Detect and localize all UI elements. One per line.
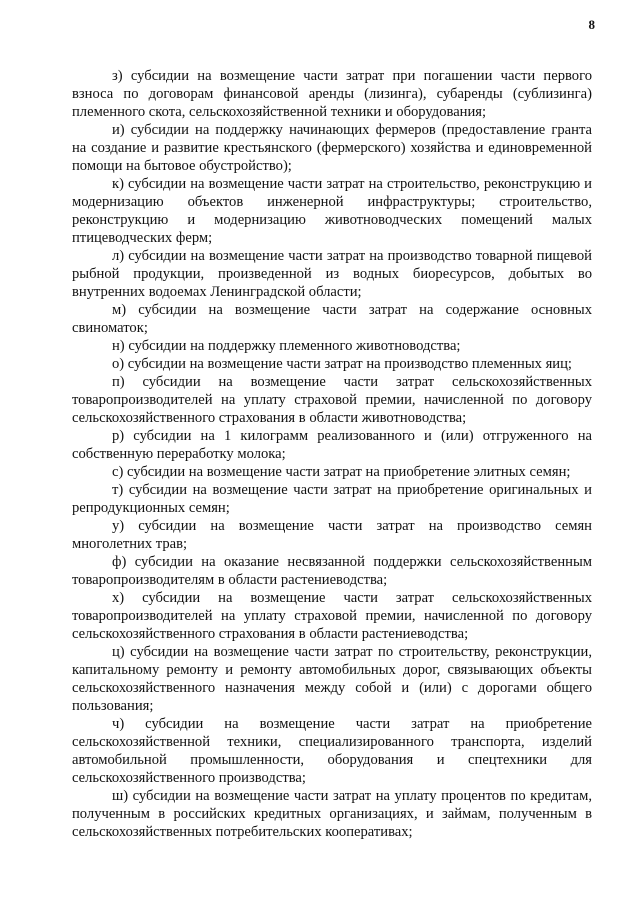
list-item: т) субсидии на возмещение части затрат на приобретение оригинальных и репродукционных семян; <box>72 482 592 516</box>
list-item: п) субсидии на возмещение части затрат сельскохозяйственных товаропроизводителей на уплату страховой премии, начисленной по договору сельскохозяйственного страхования в области животноводства; <box>72 374 592 426</box>
list-item: р) субсидии на 1 килограмм реализованного и (или) отгруженного на собственную переработку молока; <box>72 428 592 462</box>
list-item: ф) субсидии на оказание несвязанной поддержки сельскохозяйственным товаропроизводителям в области растениеводства; <box>72 554 592 588</box>
page-number: 8 <box>588 17 595 32</box>
list-item: с) субсидии на возмещение части затрат на приобретение элитных семян; <box>112 464 571 480</box>
document-body <box>72 67 592 841</box>
list-item: н) субсидии на поддержку племенного животноводства; <box>112 338 461 354</box>
list-item: х) субсидии на возмещение части затрат сельскохозяйственных товаропроизводителей на уплату страховой премии, начисленной по договору сельскохозяйственного страхования в области растениеводства; <box>72 590 592 642</box>
list-item: з) субсидии на возмещение части затрат при погашении части первого взноса по договорам финансовой аренды (лизинга), субаренды (сублизинга) племенного скота, сельскохозяйственной техники и оборудования; <box>72 68 592 120</box>
list-item: ш) субсидии на возмещение части затрат на уплату процентов по кредитам, полученным в российских кредитных организациях, и займам, полученным в сельскохозяйственных потребительских кооперативах; <box>72 788 592 840</box>
list-item: и) субсидии на поддержку начинающих фермеров (предоставление гранта на создание и развитие крестьянского (фермерского) хозяйства и единовременной помощи на бытовое обустройство); <box>72 122 592 174</box>
list-item: у) субсидии на возмещение части затрат на производство семян многолетних трав; <box>72 518 592 552</box>
list-item: о) субсидии на возмещение части затрат на производство племенных яиц; <box>112 356 572 372</box>
list-item: ч) субсидии на возмещение части затрат на приобретение сельскохозяйственной техники, специализированного транспорта, изделий автомобильной промышленности, оборудования и спецтехники для сельскохозяйственного производства; <box>72 716 592 786</box>
list-item: л) субсидии на возмещение части затрат на производство товарной пищевой рыбной продукции, произведенной из водных биоресурсов, добытых во внутренних водоемах Ленинградской области; <box>72 248 592 300</box>
list-item: к) субсидии на возмещение части затрат на строительство, реконструкцию и модернизацию объектов инженерной инфраструктуры; строительство, реконструкцию и модернизацию животноводческих помещений малых птицеводческих ферм; <box>72 176 592 246</box>
list-item: м) субсидии на возмещение части затрат на содержание основных свиноматок; <box>72 302 592 336</box>
list-item: ц) субсидии на возмещение части затрат по строительству, реконструкции, капитальному ремонту и ремонту автомобильных дорог, связывающих объекты сельскохозяйственного назначения между собой и (или) с дорогами общего пользования; <box>72 644 592 714</box>
